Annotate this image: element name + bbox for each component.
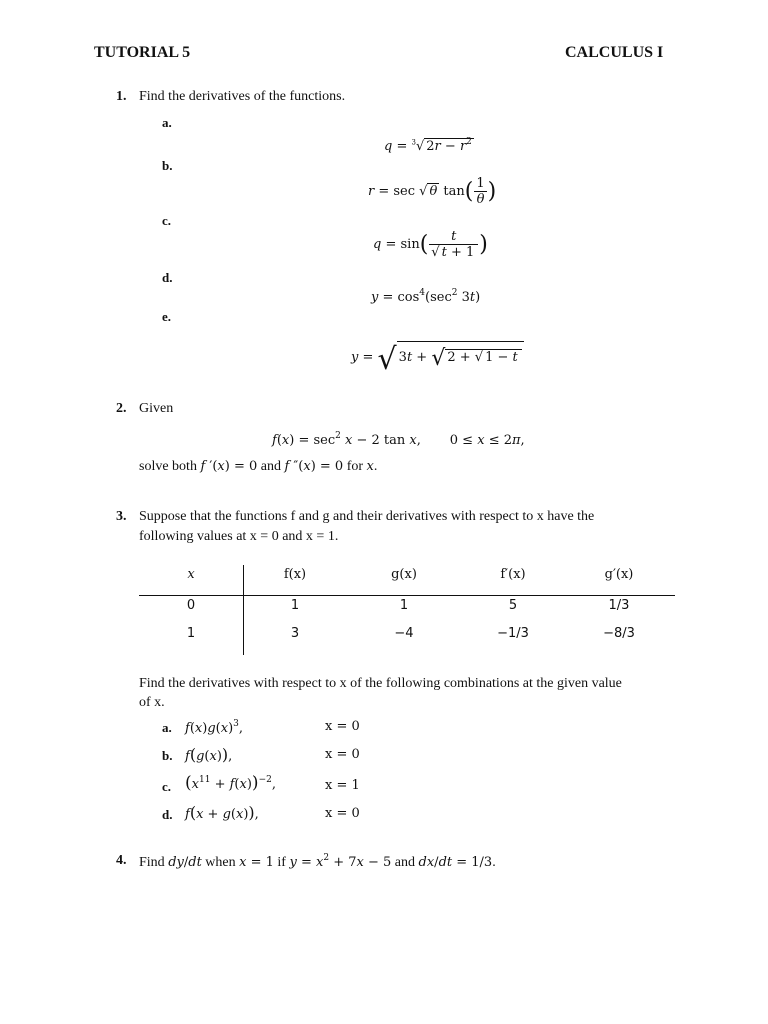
q3c-condition: x = 1	[325, 778, 360, 793]
q3d-expression: f(x + g(x)),	[185, 803, 259, 822]
q4-number: 4.	[116, 853, 127, 868]
q1b-equation: r = sec √ θ tan( $\frac{1}{\theta}$ )	[368, 176, 497, 207]
q3b-condition: x = 0	[325, 747, 360, 762]
q1-label-d: d.	[162, 270, 173, 285]
q2-and-text: and	[260, 459, 281, 474]
q4-text: Find dy/dt when x = 1 if $y = x^2 + 7x - 5$ and dx/dt = 1/3.	[139, 853, 496, 870]
q3-number: 3.	[116, 509, 127, 524]
q3-find-line1: Find the derivatives with respect to x of the following combinations at the given value	[139, 676, 622, 691]
table-cell: −8/3	[603, 626, 635, 641]
q4-if-text: if	[277, 855, 286, 870]
table-cell: 5	[508, 598, 518, 613]
q1-label-e: e.	[162, 309, 172, 324]
table-header-g: g(x)	[391, 567, 417, 582]
q4-find-text: Find	[139, 855, 165, 870]
q2-given: Given	[139, 401, 174, 416]
q3-line1: Suppose that the functions f and g and their derivatives with respect to x have the	[139, 509, 595, 524]
table-divider	[139, 595, 675, 596]
q3a-condition: x = 0	[325, 719, 360, 734]
table-header-x: x	[187, 567, 195, 582]
q1-label-a: a.	[162, 115, 172, 130]
table-cell: −4	[394, 626, 414, 641]
q3-label-d: d.	[162, 807, 173, 822]
q2-function: $f(x) = \sec^2 x - 2$ tan x, 0 ≤ x ≤ 2π,	[272, 431, 525, 448]
table-cell: 0	[186, 598, 196, 613]
q3b-expression: f(g(x)),	[185, 745, 233, 764]
table-cell: 1/3	[608, 598, 630, 613]
table-cell: −1/3	[497, 626, 529, 641]
table-header-f: f(x)	[283, 567, 307, 582]
q1-prompt: Find the derivatives of the functions.	[139, 89, 346, 104]
table-cell: 1	[290, 598, 300, 613]
q3-label-b: b.	[162, 748, 173, 763]
q3-label-c: c.	[162, 779, 172, 794]
q2-for-text: for	[346, 459, 364, 474]
tutorial-title: TUTORIAL 5	[94, 44, 191, 61]
table-cell: 1	[399, 598, 409, 613]
q3-label-a: a.	[162, 720, 172, 735]
q2-number: 2.	[116, 401, 127, 416]
q3d-condition: x = 0	[325, 806, 360, 821]
q2-solve-line: solve both f ′(x) = 0 and f ″(x) = 0 for x.	[139, 459, 378, 474]
q4-and-text: and	[394, 855, 416, 870]
q1-number: 1.	[116, 89, 127, 104]
q2-solve-text: solve both	[139, 459, 197, 474]
table-header-gprime: g′(x)	[604, 567, 634, 582]
table-column-divider	[243, 565, 244, 655]
q3-line2: following values at x = 0 and x = 1.	[139, 529, 339, 544]
q1d-equation: $y = \cos^4(\sec^2$ 3t)	[371, 288, 481, 305]
q1c-equation: q = sin( $\frac{t}{√ t + 1}$ )	[373, 229, 488, 260]
course-title: CALCULUS I	[565, 44, 664, 61]
table-header-fprime: f′(x)	[500, 567, 526, 582]
q3-find-line2: of x.	[139, 695, 165, 710]
q3c-expression: $(x^{11} + f(x))^{-2}$,	[185, 773, 276, 793]
table-cell: 1	[186, 626, 196, 641]
q3a-expression: $f(x)g(x)^3$,	[185, 719, 244, 736]
q1a-equation: q = $^3$√ $2r - r^2$	[384, 137, 472, 154]
table-cell: 3	[290, 626, 300, 641]
q1-label-c: c.	[162, 213, 172, 228]
q1-label-b: b.	[162, 158, 173, 173]
q1e-equation: y = √ 3t + √ 2 + √ 1 − t	[351, 342, 524, 377]
q4-when-text: when	[205, 855, 236, 870]
